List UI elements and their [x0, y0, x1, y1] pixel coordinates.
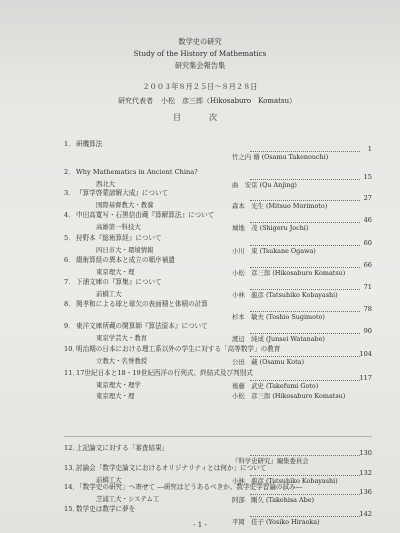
entry-page: 136 — [359, 488, 372, 496]
entry-page: 1 — [367, 145, 372, 153]
entry-affiliation: 芝浦工大・システム工 — [96, 495, 160, 503]
entry-author: 竹之内 脩 (Osamu Takenouchi) — [232, 153, 329, 161]
toc-entry — [64, 322, 366, 330]
entry-affiliation: 四日市大・環境情報 — [96, 246, 154, 254]
entry-affiliation: 国際基督教大・教養 — [96, 201, 154, 209]
section-divider — [64, 436, 372, 437]
entry-author: 公田 蔵 (Osamu Kota) — [232, 358, 304, 366]
entry-author: 阿部 剛久 (Takehisa Abe) — [232, 496, 314, 504]
toc-entry — [64, 234, 366, 242]
entry-title: 狩野本『総術算経』について — [76, 234, 162, 242]
entry-number: 10． — [64, 345, 79, 353]
entry-title: 17世紀日本と18・19世紀西洋の行列式、終結式及び判別式 — [76, 369, 253, 377]
subtitle: 研究集会報告集 — [174, 61, 226, 70]
entry-author: 後藤 武史 (Takefumi Goto) — [232, 382, 319, 390]
representative-name: 小松 彦三郎（Hikosaburo Komatsu） — [161, 97, 297, 105]
toc-entry — [64, 300, 366, 308]
entry-number: 2． — [64, 168, 75, 176]
entry-page: 60 — [363, 239, 372, 247]
entry-title: 数学史は数学に夢を — [76, 505, 136, 513]
entry-title: 下浦文庫の『算集』について — [76, 278, 162, 286]
entry-affiliation: 西北大 — [96, 180, 116, 188]
entry-affiliation: 立教大・名誉教授 — [96, 357, 148, 365]
entry-number: 6． — [64, 256, 75, 264]
page-number: - 1 - — [193, 521, 207, 529]
entry-author: 小林 龍彦 (Tatsuhiko Kobayashi) — [232, 291, 338, 299]
entry-affiliation: 東京学芸大・教育 — [96, 334, 148, 342]
entry-page: 71 — [363, 283, 372, 291]
entry-number: 12． — [64, 444, 79, 452]
toc-entry — [64, 189, 366, 197]
entry-number: 3． — [64, 189, 75, 197]
representative-label: 研究代表者 — [118, 97, 153, 105]
toc-entry — [64, 345, 366, 353]
entry-number: 14． — [64, 483, 79, 491]
entry-title: 東洋文庫所蔵の閑算師『算法原本』について — [76, 322, 208, 330]
entry-author: 曲 安京 (Qu Anjing) — [232, 181, 297, 189]
entry-page: 46 — [363, 216, 372, 224]
toc-entry — [64, 278, 366, 286]
entry-author: 森本 光生 (Mitsuo Morimoto) — [232, 202, 328, 210]
entry-author: 小林 龍彦 (Tatsuhiko Kobayashi) — [232, 477, 338, 485]
entry-page: 142 — [359, 510, 372, 518]
entry-number: 9． — [64, 322, 75, 330]
entry-number: 11． — [64, 369, 79, 377]
toc-heading: 目 次 — [173, 113, 227, 122]
entry-page: 66 — [363, 261, 372, 269]
entry-number: 13． — [64, 464, 79, 472]
entry-page: 15 — [363, 173, 372, 181]
entry-author: 城地 茂 (Shigeru Jochi) — [232, 224, 309, 232]
entry-title: 研機算法 — [76, 140, 103, 148]
entry-number: 8． — [64, 300, 75, 308]
entry-page: 132 — [359, 469, 372, 477]
entry-author: 小松 彦三郎 (Hikosaburo Komatsu) — [232, 269, 346, 277]
title-japanese: 数学史の研究 — [178, 37, 222, 46]
toc-entry — [64, 444, 366, 452]
entry-title: 関孝和による球と球欠の表面積と体積の計算 — [76, 300, 208, 308]
toc-entry — [64, 464, 366, 472]
entry-page: 27 — [363, 194, 372, 202]
entry-affiliation: 前橋工大 — [96, 476, 122, 484]
entry-number: 15． — [64, 505, 79, 513]
toc-entry — [64, 483, 366, 491]
entry-page: 117 — [359, 374, 372, 382]
toc-entry — [64, 256, 366, 264]
toc-entry — [64, 505, 366, 513]
entry-affiliation: 東京理大・理 — [96, 268, 135, 276]
entry-page: 90 — [363, 327, 372, 335]
entry-author: 小川 束 (Tsukane Ogawa) — [232, 247, 316, 255]
entry-affiliation: 前橋工大 — [96, 290, 122, 298]
entry-title: 『算学啓蒙諺解大成』について — [76, 189, 169, 197]
title-english: Study of the History of Mathematics — [133, 49, 267, 58]
entry-author: 平岡 佳子 (Yosiko Hiraoka) — [232, 518, 320, 526]
toc-entry — [64, 140, 366, 148]
entry-title: 綴術算経の異本と成立の順序補遺 — [76, 256, 175, 264]
date-range: ２００３年８月２５日～８月２８日 — [142, 82, 258, 91]
entry-title: 「数学史の研究」へ寄せて ―研究はどうあるべきか、数学史学習論の試み― — [76, 483, 303, 491]
entry-title: 上記論文に対する「審査結果」 — [76, 444, 169, 452]
entry-page: 78 — [363, 305, 372, 313]
toc-entry — [64, 369, 366, 377]
entry-page: 130 — [359, 449, 372, 457]
entry-author-second: 小松 彦三郎 (Hikosaburo Komatsu) — [232, 392, 346, 400]
entry-number: 7． — [64, 278, 75, 286]
entry-title: 明治期の日本における理工系以外の学生に対する「高等数学」の教育 — [76, 345, 281, 353]
entry-number: 5． — [64, 234, 75, 242]
entry-author: 『科学史研究』編集委員会 — [232, 457, 309, 465]
representative — [118, 96, 304, 106]
entry-number: 4． — [64, 211, 75, 219]
entry-affiliation-second: 東京理大・理 — [96, 392, 135, 400]
entry-author: 杉本 敏夫 (Toshio Sugimoto) — [232, 313, 325, 321]
entry-affiliation: 高雄第一科技大 — [96, 223, 141, 231]
entry-title: 中田高寛写・石黒信由蔵『算解算法』について — [76, 211, 215, 219]
entry-number: 1． — [64, 140, 75, 148]
toc-entry — [64, 211, 366, 219]
entry-title: Why Mathematics in Ancient China? — [76, 168, 198, 176]
entry-author: 渡辺 純成 (Junsei Watanabe) — [232, 335, 325, 343]
entry-page: 104 — [359, 350, 372, 358]
entry-affiliation: 東京理大・理学 — [96, 381, 141, 389]
toc-entry — [64, 168, 366, 176]
entry-title: 討論会「数学史論文におけるオリジナリティとは何か」について — [76, 464, 267, 472]
